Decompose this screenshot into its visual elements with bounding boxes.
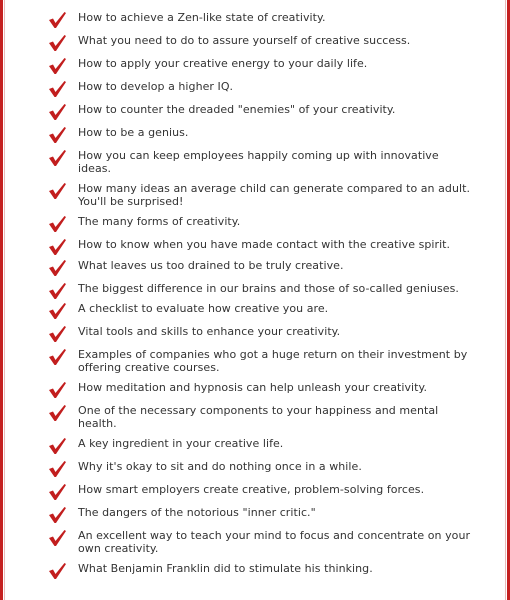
list-item xyxy=(3,349,510,374)
list-item xyxy=(3,438,510,451)
red-checkmark-icon xyxy=(47,506,67,524)
list-item-text: Vital tools and skills to enhance your creativity. xyxy=(78,325,341,338)
red-checkmark-icon xyxy=(47,282,67,300)
red-checkmark-icon xyxy=(47,483,67,501)
red-checkmark-icon xyxy=(47,460,67,478)
list-item-text: How to counter the dreaded "enemies" of your creativity. xyxy=(78,103,396,116)
list-item xyxy=(3,216,510,229)
list-item-text: The dangers of the notorious "inner critic." xyxy=(78,506,316,519)
list-item-text: How you can keep employees happily coming up with innovative ideas. xyxy=(78,149,439,175)
red-checkmark-icon xyxy=(47,381,67,399)
benefit-checklist xyxy=(3,0,510,586)
list-item-text: How to achieve a Zen-like state of creativity. xyxy=(78,11,326,24)
list-item-text: How to develop a higher IQ. xyxy=(78,80,234,93)
list-item-text: How to be a genius. xyxy=(78,126,189,139)
list-item-text: How meditation and hypnosis can help unleash your creativity. xyxy=(78,381,428,394)
list-item xyxy=(3,127,510,140)
list-item-text: What you need to do to assure yourself of creative success. xyxy=(78,34,411,47)
list-item-text: How many ideas an average child can generate compared to an adult. You'll be surprised! xyxy=(78,182,470,208)
list-item-text: How to know when you have made contact with the creative spirit. xyxy=(78,238,451,251)
red-checkmark-icon xyxy=(47,215,67,233)
list-item xyxy=(3,507,510,520)
list-item-text: Examples of companies who got a huge return on their investment by offering creative courses. xyxy=(78,348,468,374)
red-checkmark-icon xyxy=(47,325,67,343)
red-checkmark-icon xyxy=(47,126,67,144)
list-item xyxy=(3,303,510,316)
red-checkmark-icon xyxy=(47,529,67,547)
list-item xyxy=(3,326,510,339)
red-checkmark-icon xyxy=(47,259,67,277)
list-item xyxy=(3,0,510,2)
list-item xyxy=(3,12,510,25)
red-checkmark-icon xyxy=(47,302,67,320)
list-item-text: Why it's okay to sit and do nothing once in a while. xyxy=(78,460,362,473)
list-item xyxy=(3,150,510,175)
list-item-text: The biggest difference in our brains and those of so-called geniuses. xyxy=(78,281,459,295)
red-checkmark-icon xyxy=(47,57,67,75)
list-item-text: What Benjamin Franklin did to stimulate his thinking. xyxy=(78,562,373,575)
list-item-text xyxy=(78,0,475,2)
list-item xyxy=(3,183,510,208)
list-item xyxy=(3,461,510,474)
red-checkmark-icon xyxy=(47,182,67,200)
list-item-text: What leaves us too drained to be truly creative. xyxy=(78,258,344,272)
list-item-text: The many forms of creativity. xyxy=(78,215,241,228)
list-item xyxy=(3,405,510,430)
list-item xyxy=(3,104,510,117)
list-item xyxy=(3,382,510,395)
list-item xyxy=(3,283,510,296)
red-checkmark-icon xyxy=(47,348,67,366)
list-item-text: A key ingredient in your creative life. xyxy=(78,437,284,450)
red-checkmark-icon xyxy=(47,80,67,98)
list-item-text: How to apply your creative energy to your daily life. xyxy=(78,57,368,70)
list-item-text: How smart employers create creative, problem-solving forces. xyxy=(78,483,425,496)
red-checkmark-icon xyxy=(47,404,67,422)
list-item xyxy=(3,530,510,555)
list-item xyxy=(3,260,510,273)
red-checkmark-icon xyxy=(47,11,67,29)
red-checkmark-icon xyxy=(47,238,67,256)
list-item xyxy=(3,81,510,94)
red-checkmark-icon xyxy=(47,34,67,52)
list-item-text: One of the necessary components to your happiness and mental health. xyxy=(78,404,439,430)
red-checkmark-icon xyxy=(47,562,67,580)
red-checkmark-icon xyxy=(47,103,67,121)
list-item xyxy=(3,484,510,497)
list-item-text: A checklist to evaluate how creative you are. xyxy=(78,302,329,315)
list-item xyxy=(3,239,510,252)
list-item-text: An excellent way to teach your mind to focus and concentrate on your own creativity. xyxy=(78,529,471,555)
red-checkmark-icon xyxy=(47,437,67,455)
list-item xyxy=(3,563,510,576)
red-checkmark-icon xyxy=(47,149,67,167)
list-item xyxy=(3,35,510,48)
list-item xyxy=(3,58,510,71)
